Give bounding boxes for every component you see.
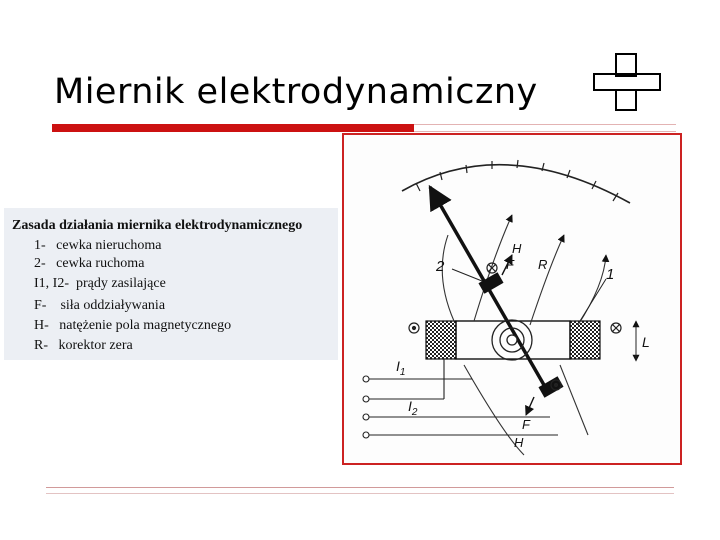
label-corrector: R bbox=[538, 257, 548, 272]
meter-schematic bbox=[344, 135, 680, 463]
label-current-1: $I_1$ bbox=[396, 358, 406, 378]
legend-item: I1, I2- prądy zasilające bbox=[34, 276, 166, 291]
label-field-top: H bbox=[512, 241, 522, 256]
label-force-bottom: F bbox=[522, 417, 530, 432]
title-rule bbox=[414, 124, 676, 125]
label-force-top: F bbox=[506, 257, 514, 272]
fixed-coil-right bbox=[570, 321, 600, 359]
label-length: L bbox=[642, 334, 650, 350]
legend-item: 2- cewka ruchoma bbox=[34, 256, 145, 271]
label-fixed-coil: 1 bbox=[606, 266, 615, 283]
label-moving-coil: 2 bbox=[436, 258, 445, 275]
scale-ticks bbox=[416, 160, 618, 201]
meter-diagram bbox=[342, 133, 682, 465]
slide-title: Miernik elektrodynamiczny bbox=[54, 72, 538, 112]
legend-item: 1- cewka nieruchoma bbox=[34, 238, 162, 253]
logo-icon bbox=[592, 52, 662, 112]
label-current-2: $I_2$ bbox=[408, 398, 418, 418]
title-rule-secondary bbox=[414, 131, 676, 132]
legend-heading: Zasada działania miernika elektrodynamicznego bbox=[12, 218, 303, 233]
legend-item: R- korektor zera bbox=[34, 338, 133, 353]
footer-rule-secondary bbox=[46, 493, 674, 494]
legend-item: F- siła oddziaływania bbox=[34, 298, 166, 313]
fixed-coil-left bbox=[426, 321, 456, 359]
legend-item: H- natężenie pola magnetycznego bbox=[34, 318, 232, 333]
label-field-bottom: H bbox=[514, 435, 524, 450]
title-underline-accent bbox=[52, 124, 414, 132]
legend-panel bbox=[4, 208, 338, 360]
footer-rule bbox=[46, 487, 674, 488]
